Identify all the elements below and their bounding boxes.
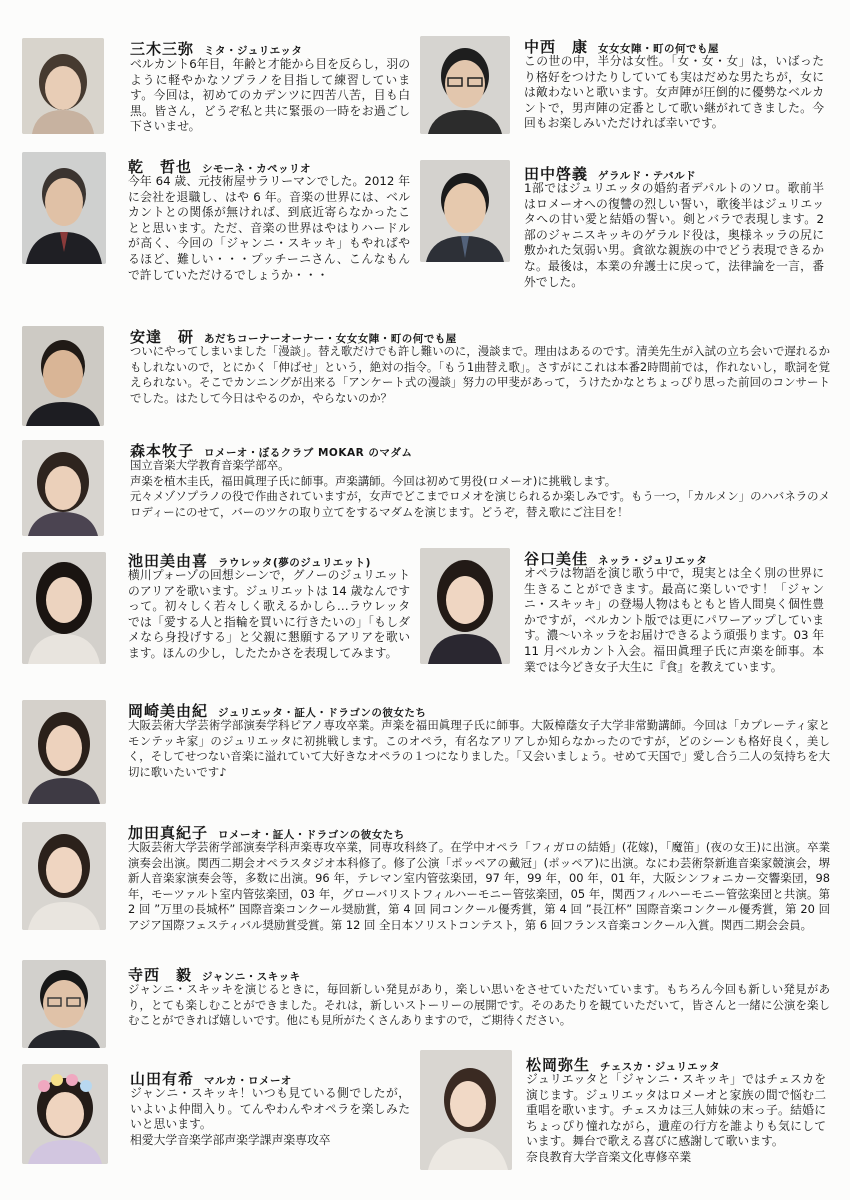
portrait-photo [22, 822, 106, 930]
performer-name: 安達 研 [130, 328, 195, 346]
performer-role: チェスカ・ジュリエッタ [600, 1061, 721, 1073]
performer-bio: ジャンニ・スキッキ！いつも見ている側でしたが，いよいよ仲間入り。てんやわんやオペラを楽しみたいと思います。 相愛大学音楽学部声楽学課声楽専攻卒 [130, 1086, 410, 1147]
performer-role: 女女女陣・町の何でも屋 [598, 43, 720, 55]
portrait-photo [420, 36, 510, 134]
performer-bio: 大阪芸術大学芸術学部演奏学科声楽専攻卒業，同専攻科終了。在学中オペラ「フィガロの結婚」(花嫁)，「魔笛」(夜の女王)に出演。卒業演奏会出演。関西二期会オペラスタジオ本科修了。修了公演「ポッペアの戴冠」(ポッペア)に出演。なにわ芸術祭新進音楽家競演会，堺新人音楽家演奏会等，多数に出演。96 年，テレマン室内管弦楽団，97 年，99 年，00 年，01 年，大阪シンフォニカー交響楽団，98 年，モーツァルト室内管弦楽団，03 年，グローバリストフィルハーモニー管弦楽団，05 年，関西フィルハーモニー管弦楽団と共演。第 2 回 ”万里の長城杯” 国際音楽コンクール奨励賞，第 4 回 同コンクール優秀賞，第 4 回 ”長江杯” 国際音楽コンクール優秀賞，第 20 回アジア国際フェスティバル奨励賞受賞。第 12 回 全日本ソリストコンテスト，第 6 回フランス音楽コンクール入賞。関西二期会会員。 [128, 840, 830, 932]
portrait-photo [22, 326, 104, 426]
performer-bio: オペラは物語を演じ歌う中で，現実とは全く別の世界に生きることができます。最高に楽しいです！「ジャンニ・スキッキ」の登場人物はもともと皆人間臭く個性豊かですが，ベルカント版では更にパワーアップしています。濃～いネッラをお届けできるよう頑張ります。03 年 11 月ベルカント入会。福田眞理子氏に声楽を師事。本業では今どき女子大生に『食』を教えています。 [524, 566, 824, 674]
performer-role: ゲラルド・テバルド [598, 170, 697, 182]
portrait-photo [22, 700, 106, 804]
performer-role: ジュリエッタ・証人・ドラゴンの彼女たち [218, 707, 427, 719]
performer-name: 谷口美佳 [524, 550, 589, 568]
portrait-photo [22, 38, 104, 134]
performer-role: ロメーオ・ぼるクラブ MOKAR のマダム [204, 447, 413, 459]
portrait-photo [420, 1050, 512, 1170]
performer-name: 中西 康 [524, 38, 589, 56]
performer-bio: ベルカント6年目，年齢と才能から目を反らし，羽のように軽やかなソプラノを目指して練習しています。今回は，初めてのカデンツに四苦八苦，目も白黒。皆さん，どうぞ私と共に緊張の一時をお過ごし下さいませ。 [130, 57, 410, 134]
performer-bio: 1部ではジュリエッタの婚約者デパルトのソロ。歌前半はロメーオへの復讐の烈しい誓い，歌後半はジュリエッタへの甘い愛と結婚の誓い。剣とバラで表現します。2部のジャニスキッキのゲラルド役は，奥様ネッラの尻に敷かれた気弱い男。貪欲な親族の中でどう表現できるかな。最後は，本業の弁護士に戻って，法律論を一言，番外でした。 [524, 181, 824, 289]
performer-bio: 大阪芸術大学芸術学部演奏学科ピアノ専攻卒業。声楽を福田眞理子氏に師事。大阪樟蔭女子大学非常勤講師。今回は「カプレーティ家とモンテッキ家」のジュリエッタに初挑戦します。このオペラ，有名なアリアしか知らなかったのですが，どのシーンも格好良く，美しく，そしてせつない音楽に溢れていて大好きなオペラの１つになりました。「又会いましょう。せめて天国で」愛し合う二人の気持ちを大切に歌いたいです♪ [128, 718, 830, 779]
performer-bio: この世の中，半分は女性。「女・女・女」は，いばったり格好をつけたりしていても実はだめな男たちが，女には敵わないと歌います。女声陣が圧倒的に優勢なベルカントで，男声陣の定番として歌い継がれてきました。今回もお楽しみいただければ幸いです。 [524, 54, 824, 131]
portrait-photo [22, 552, 106, 664]
performer-role: ラウレッタ(夢のジュリエット) [218, 557, 371, 569]
performer-bio: ジャンニ・スキッキを演じるときに，毎回新しい発見があり，楽しい思いをさせていただいています。もちろん今回も新しい発見があり，とても楽しむことができました。それは，新しいストーリーの展開です。そのあたりを観ていただいて，皆さんと一緒に公演を楽しむことができれば嬉しいです。他にも見所がたくさんありますので，ご期待ください。 [128, 982, 830, 1028]
performer-bio: 国立音楽大学教育音楽学部卒。 声楽を植木圭氏，福田眞理子氏に師事。声楽講師。今回は初めて男役(ロメーオ)に挑戦します。 元々メゾソプラノの役で作曲されていますが，女声でどこまでロメオを演じられるか楽しみです。もう一つ，「カルメン」のハバネラのメロディーにのせて，バーのツケの取り立てをするマダムを演じます。どうぞ，替え歌にご注目を！ [130, 458, 830, 519]
performer-role: ロメーオ・証人・ドラゴンの彼女たち [218, 829, 405, 841]
portrait-photo [420, 160, 510, 262]
portrait-photo [22, 1064, 108, 1164]
performer-name: 乾 哲也 [128, 158, 193, 176]
performer-role: ネッラ・ジュリエッタ [598, 555, 708, 567]
portrait-photo [22, 960, 106, 1048]
performer-name: 三木三弥 [130, 40, 195, 58]
performer-name: 池田美由喜 [128, 552, 209, 570]
portrait-photo [22, 440, 104, 536]
portrait-photo [22, 152, 106, 264]
performer-name: 田中啓義 [524, 165, 589, 183]
performer-role: ジャンニ・スキッキ [202, 971, 301, 983]
performer-name: 加田真紀子 [128, 824, 209, 842]
portrait-photo [420, 548, 510, 664]
performer-name: 松岡弥生 [526, 1056, 591, 1074]
performer-role: マルカ・ロメーオ [204, 1075, 292, 1087]
performer-name: 寺西 毅 [128, 966, 193, 984]
performer-bio: ついにやってしまいました「漫談」。替え歌だけでも許し難いのに，漫談まで。理由はあるのです。清美先生が入試の立ち会いで遅れるかもしれないので，とにかく「伸ばせ」という，絶対の指令。「もう1曲替え歌」。さすがにこれは本番2時間前では，作れないし，歌詞を覚えられない。そこでカンニングが出来る「アンケート式の漫談」努力の甲斐があって，うけたかなとちょっぴり思った前回のコンサートでした。はたして今日はやるのか，やらないのか？ [130, 344, 830, 405]
performer-bio: 今年 64 歳、元技術屋サラリーマンでした。2012 年に会社を退職し、はや 6 年。音楽の世界には、ベルカントとの関係が無ければ、到底近寄らなかったことと思います。ただ、音楽の世界はやはりハードルが高く、今回の「ジャンニ・スキッキ」もやればやるほど、難しい・・・プッチーニさん、こんなもんで許していただけるでしょうか・・・ [128, 174, 410, 282]
performer-bio: 横川プォーゾの回想シーンで，グノーのジュリエットのアリアを歌います。ジュリエットは 14 歳なんですって。初々しく若々しく歌えるかしら…ラウレッタでは「愛する人と指輪を買いに行きたいの」「もしダメなら身投げする」と父親に懇願するアリアを歌います。ほんの少し，したたかさを表現してみます。 [128, 568, 410, 660]
performer-role: ミタ・ジュリエッタ [204, 45, 303, 57]
performer-bio: ジュリエッタと「ジャンニ・スキッキ」ではチェスカを演じます。ジュリエッタはロメーオと家族の間で悩む二重唱を歌います。チェスカは三人姉妹の末っ子。結婚にちょっぴり憧れながら，遺産の行方を誰よりも気にしています。舞台で歌える喜びに感謝して歌います。 奈良教育大学音楽文化専修卒業 [526, 1072, 826, 1164]
performer-name: 岡崎美由紀 [128, 702, 209, 720]
performer-role: シモーネ・カペッリオ [202, 163, 311, 175]
performer-name: 森本牧子 [130, 442, 195, 460]
performer-role: あだちコーナーオーナー・女女女陣・町の何でも屋 [204, 333, 457, 345]
performer-name: 山田有希 [130, 1070, 195, 1088]
